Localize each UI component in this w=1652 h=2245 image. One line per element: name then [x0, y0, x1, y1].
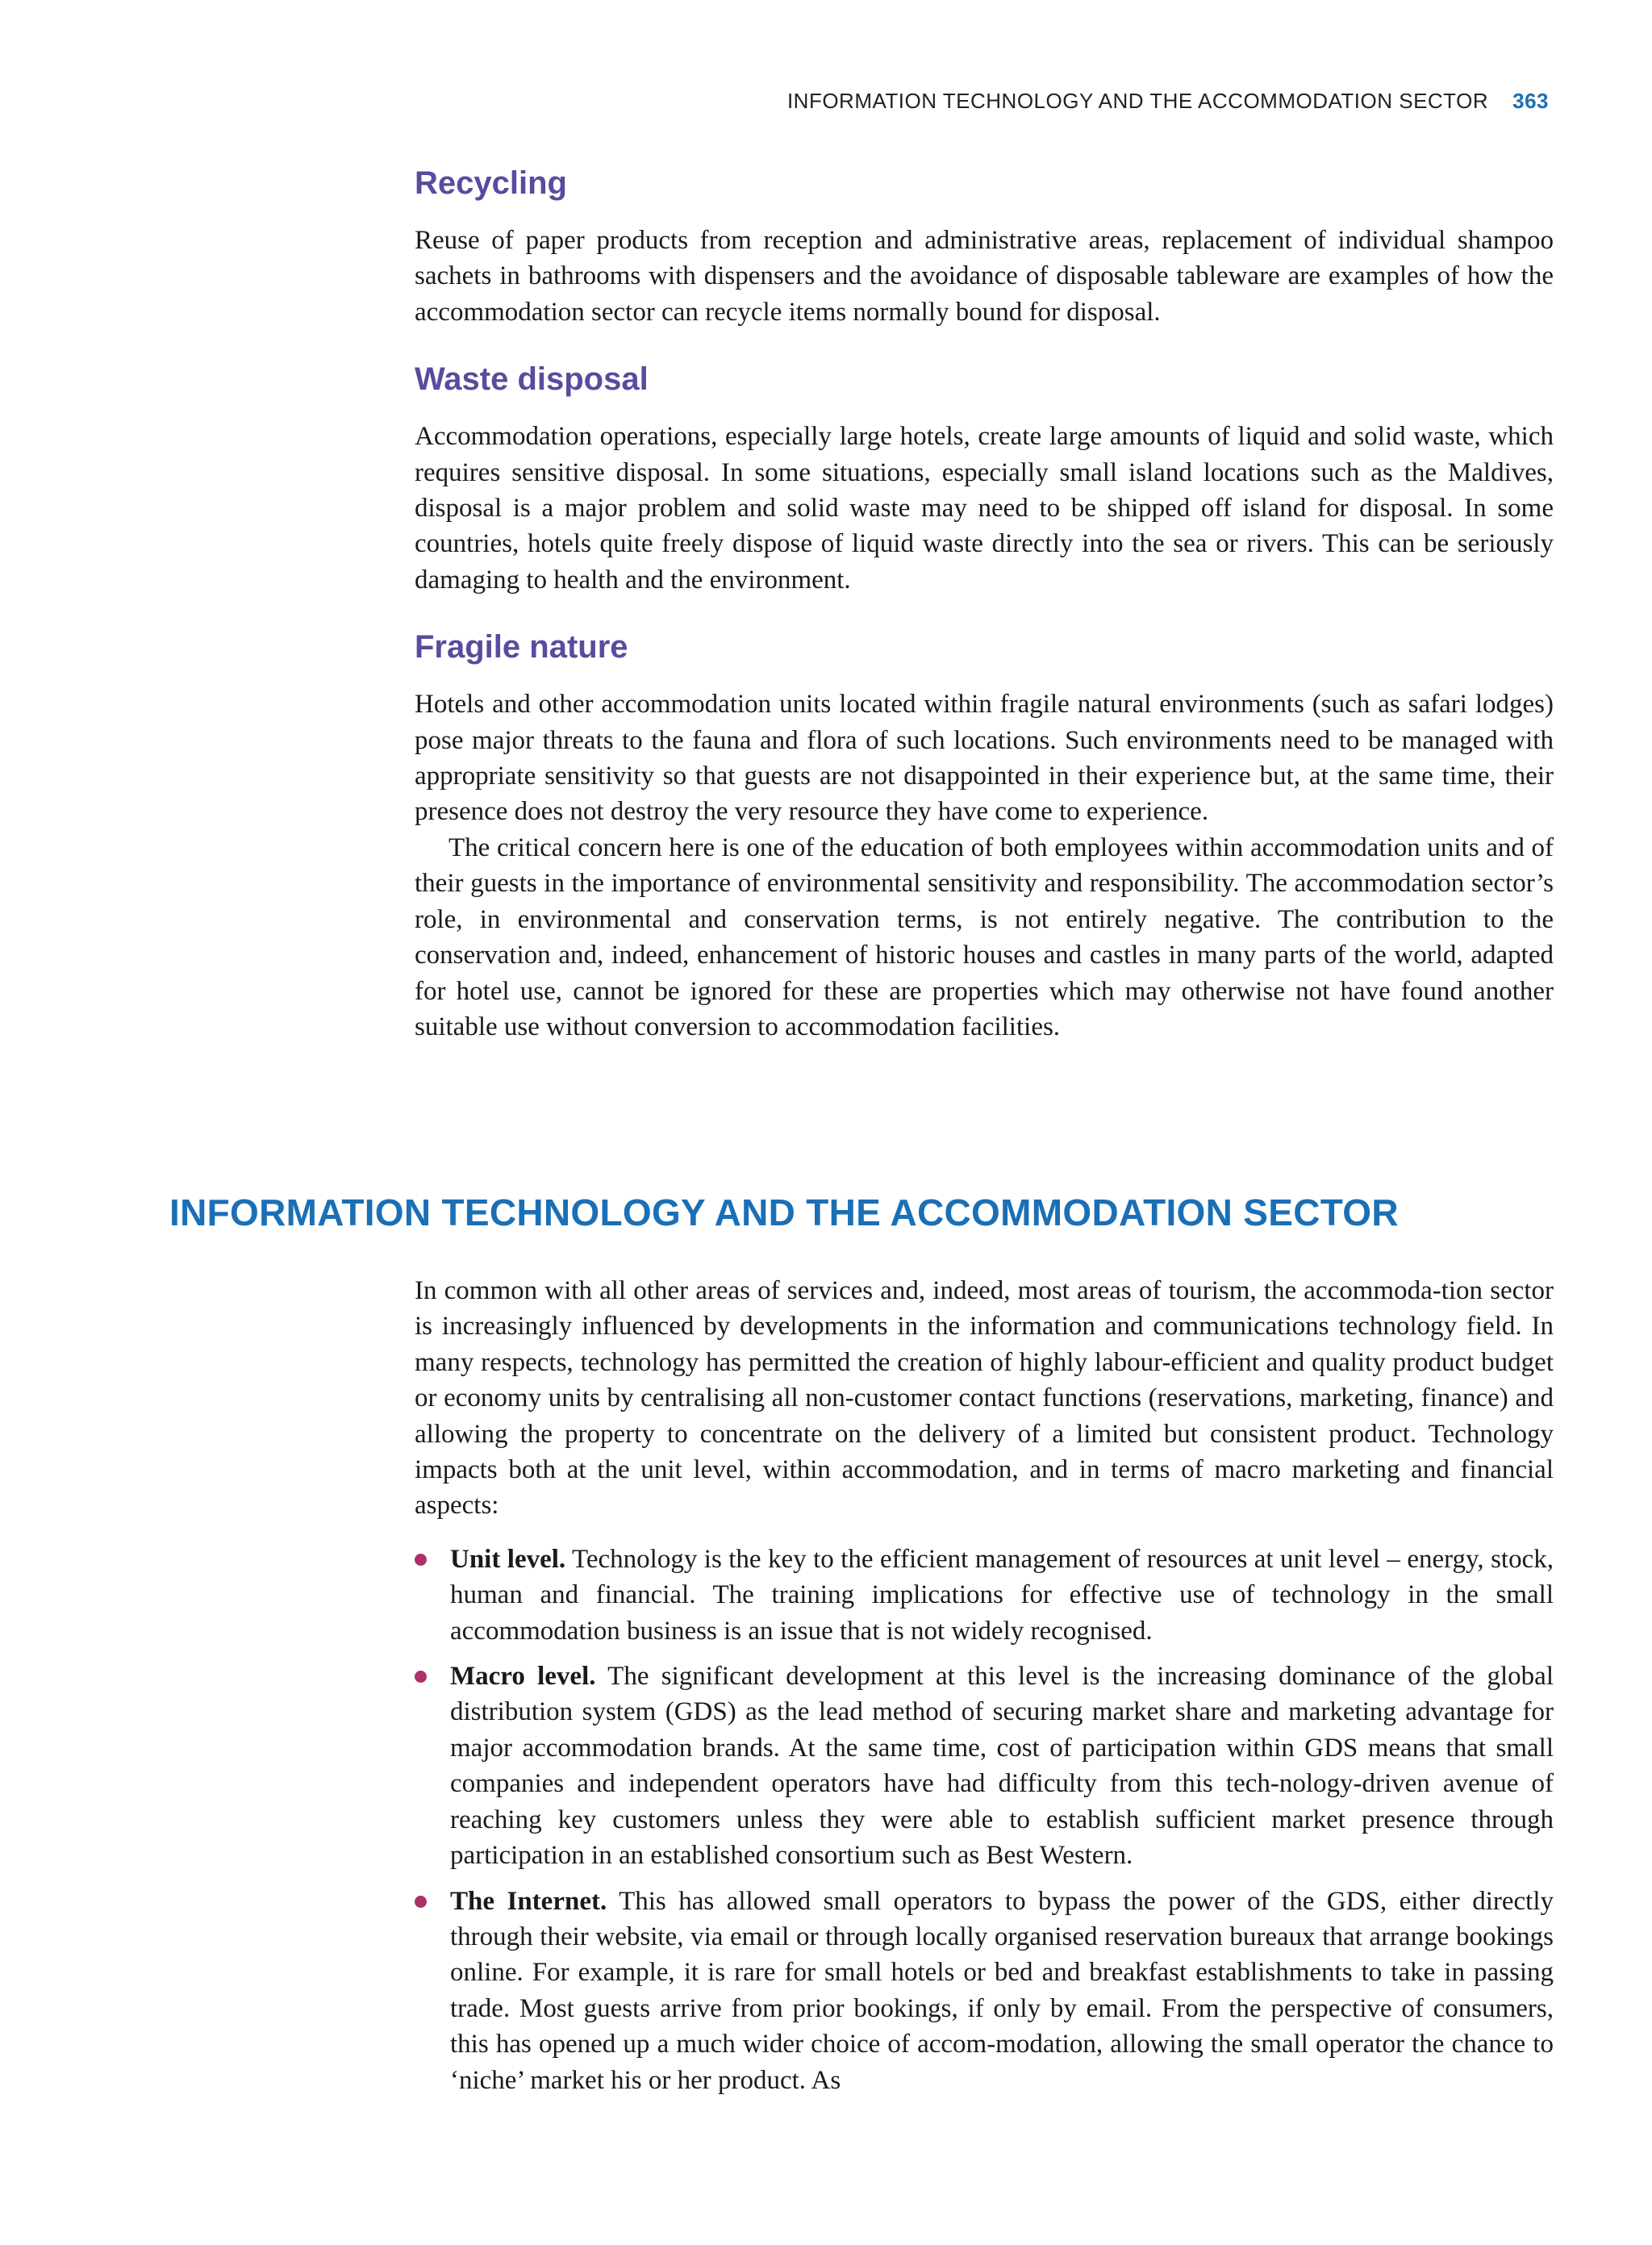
list-item	[415, 1542, 1554, 1649]
bullet-icon	[415, 1671, 427, 1683]
section-heading-it: INFORMATION TECHNOLOGY AND THE ACCOMMODATION SECTOR	[169, 1191, 1399, 1233]
it-section-body	[415, 1273, 1554, 2108]
paragraph-it-intro: In common with all other areas of services and, indeed, most areas of tourism, the accommoda-tion sector is increasingly influenced by developments in the information and communications technology field. In many respects, technology has permitted the creation of highly labour-efficient and quality product budget or economy units by centralising all non-customer contact functions (reservations, marketing, finance) and allowing the property to concentrate on the delivery of a limited but consistent product. Technology impacts both at the unit level, within accommodation, and in terms of macro marketing and financial aspects:	[415, 1276, 1554, 1521]
bullet-list	[415, 1542, 1554, 2098]
heading-recycling: Recycling	[415, 165, 567, 201]
bullet-icon	[415, 1554, 427, 1566]
bullet-term: Unit level.	[450, 1544, 566, 1574]
list-item	[415, 1884, 1554, 2098]
bullet-icon	[415, 1896, 427, 1908]
bullet-text: The significant development at this level is the increasing dominance of the global distribution system (GDS) as the lead method of securing market share and marketing advantage for major accommodation brands. At the same time, cost of participation within GDS means that small companies and independent operators have had difficulty from this tech-nology-driven avenue of reaching key customers unless they were able to establish sufficient market presence through participation in an established consortium such as Best Western.	[450, 1662, 1554, 1871]
paragraph-waste-disposal: Accommodation operations, especially large hotels, create large amounts of liquid and solid waste, which requires sensitive disposal. In some situations, especially small island locations such as the Maldives, disposal is a major problem and solid waste may need to be shipped off island for disposal. In some countries, hotels quite freely dispose of liquid waste directly into the sea or rivers. This can be seriously damaging to health and the environment.	[415, 422, 1554, 595]
paragraph-fragile-nature-2: The critical concern here is one of the education of both employees within accommodation units and of their guests in the importance of environmental sensitivity and responsibility. The accommodation sector’s role, in environmental and conservation terms, is not entirely negative. The contribution to the conservation and, indeed, enhancement of historic houses and castles in many parts of the world, adapted for hotel use, cannot be ignored for these are properties which may otherwise not have found another suitable use without conversion to accommodation facilities.	[415, 832, 1554, 1041]
heading-waste-disposal: Waste disposal	[415, 361, 649, 398]
list-item	[415, 1659, 1554, 1873]
heading-fragile-nature: Fragile nature	[415, 629, 628, 666]
running-title: INFORMATION TECHNOLOGY AND THE ACCOMMODATION SECTOR	[786, 89, 1489, 113]
paragraph-recycling: Reuse of paper products from reception and administrative areas, replacement of individual shampoo sachets in bathrooms with dispensers and the avoidance of disposable tableware are examples of how the accommodation sector can recycle items normally bound for disposal.	[415, 226, 1554, 327]
bullet-text: This has allowed small operators to bypass the power of the GDS, either directly through their website, via email or through locally organised reservation bureaux that arrange bookings online. For example, it is rare for small hotels or bed and breakfast establishments to take in passing trade. Most guests arrive from prior bookings, if only by email. From the perspective of consumers, this has opened up a much wider choice of accom-modation, allowing the small operator the chance to ‘niche’ market his or her product. As	[450, 1886, 1554, 2095]
bullet-term: Macro level.	[450, 1662, 596, 1692]
running-head	[787, 89, 1549, 114]
bullet-text: Technology is the key to the efficient management of resources at unit level – energy, stock, human and financial. The training implications for effective use of technology in the small accommodation business is an issue that is not widely recognised.	[450, 1544, 1554, 1646]
bullet-term: The Internet.	[450, 1886, 607, 1916]
page-number: 363	[1512, 89, 1549, 113]
paragraph-fragile-nature-1: Hotels and other accommodation units located within fragile natural environments (such as safari lodges) pose major threats to the fauna and flora of such locations. Such environments need to be managed with appropriate sensitivity so that guests are not disappointed in their experience but, at the same time, their presence does not destroy the very resource they have come to experience.	[415, 690, 1554, 827]
environment-subsections	[415, 161, 1554, 1045]
